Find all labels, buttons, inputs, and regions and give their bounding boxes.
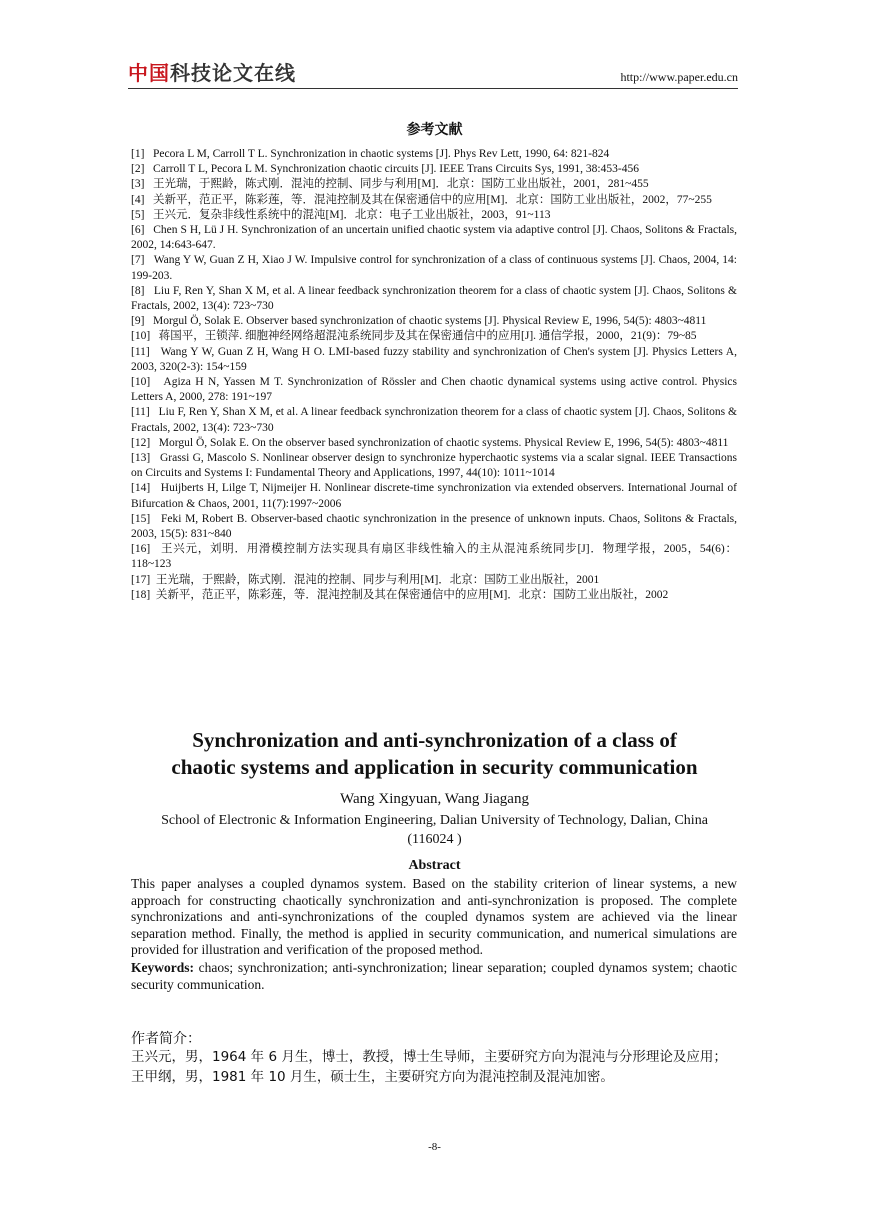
reference-item: [4] 关新平，范正平，陈彩莲，等．混沌控制及其在保密通信中的应用[M]．北京：国防工业出版社，2002，77~255: [131, 193, 712, 206]
reference-item: [5] 王兴元．复杂非线性系统中的混沌[M]．北京：电子工业出版社，2003，91~113: [131, 208, 551, 221]
reference-item: [9] Morgul Ö, Solak E. Observer based synchronization of chaotic systems [J]. Physical Review E, 1996, 54(5): 4803~4811: [131, 315, 707, 328]
reference-item: [7] Wang Y W, Guan Z H, Xiao J W. Impulsive control for synchronization of a class of continuous systems [J]. Chaos, 2004, 14: 199-203.: [131, 254, 737, 282]
logo-text-dark: 科技论文在线: [170, 61, 296, 85]
logo-text-red: 中国: [128, 61, 170, 85]
abstract-text: This paper analyses a coupled dynamos system. Based on the stability criterion of linear systems, a new approach for constructing chaotically synchronization and anti-synchronization is proposed. The complete synchronizations and anti-synchronizations of the coupled dynamos system are achieved via the linear separation method. Finally, the method is applied in security communication, and numerical simulations are provided for illustration and verification of the proposed method.: [131, 876, 737, 957]
bio-line: 王兴元，男，1964 年 6 月生，博士，教授，博士生导师，主要研究方向为混沌与分形理论及应用；: [131, 1049, 727, 1065]
reference-item: [14] Huijberts H, Lilge T, Nijmeijer H. Nonlinear discrete-time synchronization via extended observers. International Journal of Bifurcation & Chaos, 2001, 11(7):1997~2006: [131, 482, 737, 510]
page-number: -8-: [428, 1141, 441, 1153]
reference-item: [18] 关新平，范正平，陈彩莲，等．混沌控制及其在保密通信中的应用[M]．北京：国防工业出版社，2002: [131, 588, 669, 601]
keywords-text: chaos; synchronization; anti-synchronization; linear separation; coupled dynamos system; chaotic security communication.: [131, 960, 737, 992]
reference-item: [16] 王兴元，刘明．用滑模控制方法实现具有扇区非线性输入的主从混沌系统同步[J]．物理学报，2005，54(6)：118~123: [131, 543, 737, 571]
reference-item: [3] 王光瑞，于熙龄，陈式刚．混沌的控制、同步与利用[M]．北京：国防工业出版社，2001，281~455: [131, 178, 649, 191]
abstract-heading: Abstract: [408, 858, 461, 873]
reference-item: [6] Chen S H, Lü J H. Synchronization of an uncertain unified chaotic system via adaptive control [J]. Chaos, Solitons & Fractals, 2002, 14:643-647.: [131, 224, 737, 252]
reference-item: [15] Feki M, Robert B. Observer-based chaotic synchronization in the presence of unknown inputs. Chaos, Solitons & Fractals, 2003, 15(5): 831~840: [131, 512, 737, 541]
references-list: [131, 147, 737, 603]
reference-item: [2] Carroll T L, Pecora L M. Synchronization chaotic circuits [J]. IEEE Trans Circuits Sys, 1991, 38:453-456: [131, 163, 639, 176]
reference-item: [10] 蒋国平，王锁萍. 细胞神经网络超混沌系统同步及其在保密通信中的应用[J]. 通信学报，2000，21(9)：79~85: [131, 330, 697, 343]
paper-title-line: chaotic systems and application in security communication: [171, 755, 698, 779]
site-logo: [128, 60, 296, 86]
header-url: http://www.paper.edu.cn: [620, 70, 738, 84]
keywords-label: Keywords:: [131, 960, 194, 975]
paper-title: [0, 727, 869, 781]
reference-item: [11] Liu F, Ren Y, Shan X M, et al. A linear feedback synchronization theorem for a class of chaotic system [J]. Chaos, Solitons & Fractals, 2002, 13(4): 723~730: [131, 406, 737, 434]
paper-affiliation: School of Electronic & Information Engineering, Dalian University of Technology, Dalian, China (116024 ): [161, 813, 708, 847]
author-bio: [131, 1047, 737, 1087]
keywords: [131, 960, 737, 993]
references-heading: 参考文献: [406, 122, 463, 138]
reference-item: [17] 王光瑞，于熙龄，陈式刚．混沌的控制、同步与利用[M]．北京：国防工业出版社，2001: [131, 573, 600, 586]
reference-item: [10] Agiza H N, Yassen M T. Synchronization of Rössler and Chen chaotic dynamical systems using active control. Physics Letters A, 2000, 278: 191~197: [131, 376, 737, 404]
page-header: [128, 60, 738, 89]
reference-item: [11] Wang Y W, Guan Z H, Wang H O. LMI-based fuzzy stability and synchronization of Chen's system [J]. Physics Letters A, 2003, 320(2-3): 154~159: [131, 345, 737, 373]
bio-line: 王甲纲，男，1981 年 10 月生，硕士生，主要研究方向为混沌控制及混沌加密。: [131, 1069, 614, 1085]
reference-item: [1] Pecora L M, Carroll T L. Synchronization in chaotic systems [J]. Phys Rev Lett, 1990, 64: 821-824: [131, 148, 610, 160]
reference-item: [12] Morgul Ö, Solak E. On the observer based synchronization of chaotic systems. Physical Review E, 1996, 54(5): 4803~4811: [131, 436, 729, 449]
paper-title-line: Synchronization and anti-synchronization of a class of: [192, 728, 677, 752]
reference-item: [13] Grassi G, Mascolo S. Nonlinear observer design to synchronize hyperchaotic systems via a scalar signal. IEEE Transactions on Circuits and Systems I: Fundamental Theory and Applications, 1997, 44(10): 1011~1014: [131, 452, 737, 480]
bio-heading: 作者简介：: [131, 1031, 201, 1047]
paper-authors: Wang Xingyuan, Wang Jiagang: [340, 791, 529, 807]
reference-item: [8] Liu F, Ren Y, Shan X M, et al. A linear feedback synchronization theorem for a class of chaotic system [J]. Chaos, Solitons & Fractals, 2002, 13(4): 723~730: [131, 284, 737, 313]
